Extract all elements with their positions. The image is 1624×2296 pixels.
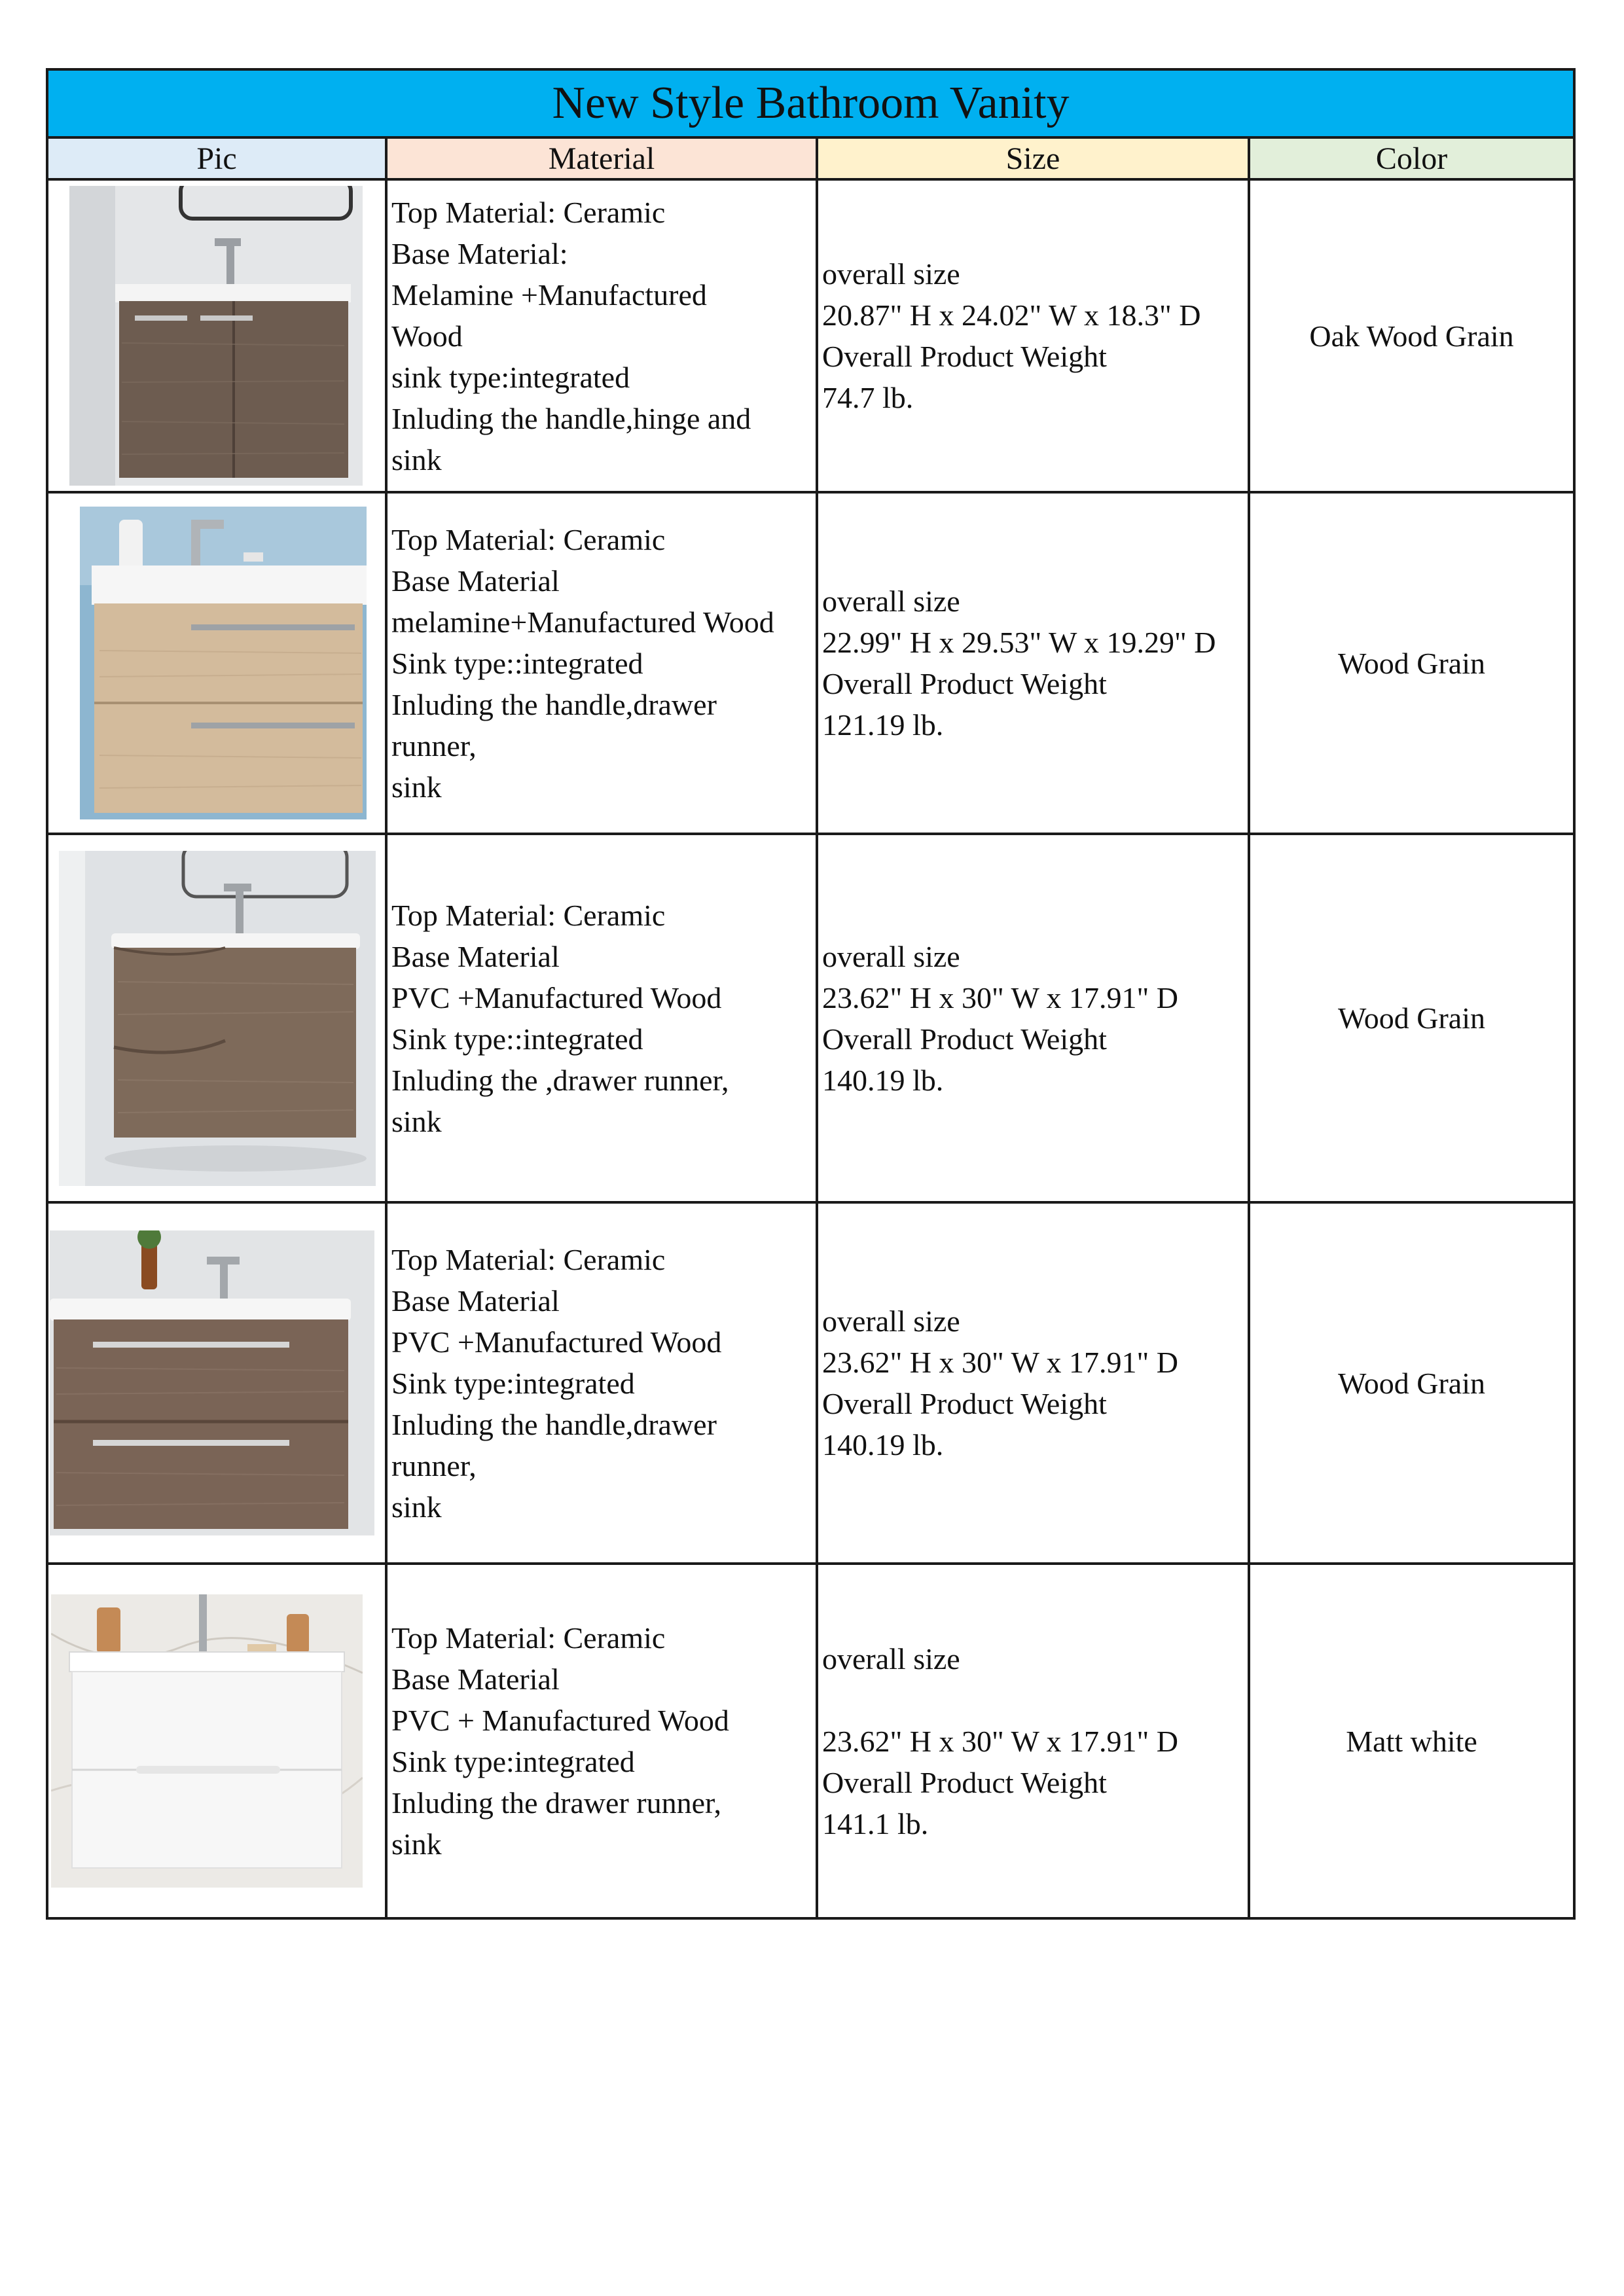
material-line: Base Material bbox=[391, 1662, 560, 1696]
color-cell: Wood Grain bbox=[1249, 1202, 1574, 1564]
size-line: Overall Product Weight bbox=[822, 1387, 1107, 1420]
material-line: PVC +Manufactured Wood bbox=[391, 980, 722, 1014]
material-line: sink bbox=[391, 1490, 442, 1524]
material-line: sink type:integrated bbox=[391, 360, 630, 394]
size-line: Overall Product Weight bbox=[822, 340, 1107, 373]
material-line: Inluding the handle,drawer bbox=[391, 1407, 717, 1441]
material-line: Base Material: bbox=[391, 236, 568, 270]
material-line: PVC + Manufactured Wood bbox=[391, 1704, 729, 1737]
size-cell bbox=[817, 1564, 1249, 1918]
size-line: overall size bbox=[822, 257, 960, 291]
material-cell bbox=[386, 1564, 817, 1918]
spec-sheet bbox=[46, 68, 1573, 1920]
material-cell bbox=[386, 492, 817, 834]
table-row bbox=[47, 1202, 1574, 1564]
product-image bbox=[69, 186, 363, 486]
color-cell: Oak Wood Grain bbox=[1249, 179, 1574, 492]
header-pic: Pic bbox=[47, 137, 386, 179]
table-row bbox=[47, 834, 1574, 1202]
table-row bbox=[47, 179, 1574, 492]
material-line: sink bbox=[391, 770, 442, 804]
table-title: New Style Bathroom Vanity bbox=[47, 69, 1574, 137]
material-line: Top Material: Ceramic bbox=[391, 1621, 666, 1655]
material-line: sink bbox=[391, 442, 442, 476]
material-line: PVC +Manufactured Wood bbox=[391, 1325, 722, 1359]
table-row bbox=[47, 492, 1574, 834]
size-line: overall size bbox=[822, 939, 960, 973]
material-line: Top Material: Ceramic bbox=[391, 522, 666, 556]
material-line: Wood bbox=[391, 319, 463, 353]
material-line: Base Material bbox=[391, 1283, 560, 1318]
size-line: overall size bbox=[822, 1641, 960, 1676]
product-image-cell bbox=[47, 492, 386, 834]
size-line: 23.62" H x 30" W x 17.91" D bbox=[822, 980, 1179, 1014]
vanity-table bbox=[46, 68, 1576, 1920]
product-image-cell bbox=[47, 179, 386, 492]
material-line: Sink type:integrated bbox=[391, 1745, 635, 1778]
size-line: 23.62" H x 30" W x 17.91" D bbox=[822, 1724, 1179, 1758]
product-image-cell bbox=[47, 834, 386, 1202]
size-line: 74.7 lb. bbox=[822, 381, 914, 414]
size-line: Overall Product Weight bbox=[822, 1765, 1107, 1799]
size-line: 121.19 lb. bbox=[822, 708, 944, 742]
material-line: sink bbox=[391, 1827, 442, 1861]
product-image bbox=[51, 1594, 363, 1888]
size-cell bbox=[817, 1202, 1249, 1564]
product-image-cell bbox=[47, 1202, 386, 1564]
color-cell: Wood Grain bbox=[1249, 492, 1574, 834]
material-line: runner, bbox=[391, 728, 477, 762]
material-cell bbox=[386, 834, 817, 1202]
material-line: runner, bbox=[391, 1448, 477, 1482]
material-line: Inluding the ,drawer runner, bbox=[391, 1063, 729, 1097]
size-line: 140.19 lb. bbox=[822, 1428, 944, 1462]
size-line: 140.19 lb. bbox=[822, 1063, 944, 1097]
size-line: 22.99" H x 29.53" W x 19.29" D bbox=[822, 626, 1216, 659]
size-line: 23.62" H x 30" W x 17.91" D bbox=[822, 1346, 1179, 1379]
size-line: 20.87" H x 24.02" W x 18.3" D bbox=[822, 298, 1201, 332]
size-line: Overall Product Weight bbox=[822, 1022, 1107, 1056]
size-cell bbox=[817, 492, 1249, 834]
material-line: Base Material bbox=[391, 564, 560, 598]
table-row bbox=[47, 1564, 1574, 1918]
material-line: Melamine +Manufactured bbox=[391, 278, 707, 312]
header-color: Color bbox=[1249, 137, 1574, 179]
header-size: Size bbox=[817, 137, 1249, 179]
size-line bbox=[822, 1679, 1244, 1721]
material-line: Inluding the handle,hinge and bbox=[391, 401, 751, 435]
size-line: 141.1 lb. bbox=[822, 1806, 929, 1840]
product-image bbox=[50, 1230, 374, 1535]
size-cell bbox=[817, 179, 1249, 492]
material-line: Top Material: Ceramic bbox=[391, 195, 666, 229]
product-image bbox=[80, 507, 367, 819]
product-image bbox=[59, 851, 376, 1186]
product-image-cell bbox=[47, 1564, 386, 1918]
size-cell bbox=[817, 834, 1249, 1202]
color-cell: Wood Grain bbox=[1249, 834, 1574, 1202]
header-material: Material bbox=[386, 137, 817, 179]
material-line: melamine+Manufactured Wood bbox=[391, 605, 774, 639]
size-line: overall size bbox=[822, 1304, 960, 1338]
size-line: Overall Product Weight bbox=[822, 667, 1107, 700]
material-line: Sink type::integrated bbox=[391, 646, 643, 680]
material-line: Inluding the drawer runner, bbox=[391, 1786, 721, 1820]
material-cell bbox=[386, 179, 817, 492]
material-cell bbox=[386, 1202, 817, 1564]
color-cell: Matt white bbox=[1249, 1564, 1574, 1918]
material-line: sink bbox=[391, 1104, 442, 1138]
material-line: Base Material bbox=[391, 939, 560, 973]
material-line: Inluding the handle,drawer bbox=[391, 687, 717, 721]
size-line: overall size bbox=[822, 584, 960, 618]
material-line: Sink type::integrated bbox=[391, 1022, 643, 1056]
material-line: Top Material: Ceramic bbox=[391, 1242, 666, 1276]
material-line: Sink type:integrated bbox=[391, 1366, 635, 1400]
material-line: Top Material: Ceramic bbox=[391, 898, 666, 932]
